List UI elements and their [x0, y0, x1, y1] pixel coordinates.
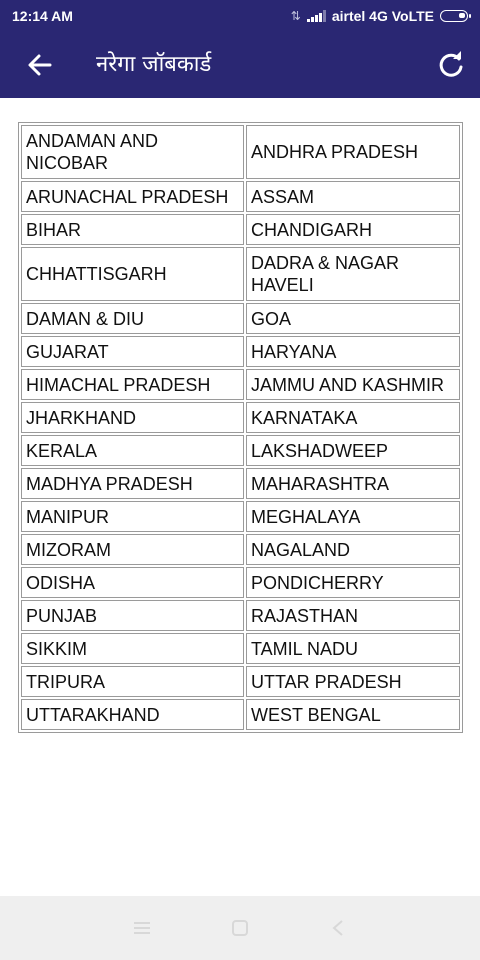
table-row: [21, 435, 460, 466]
state-cell[interactable]: JHARKHAND: [21, 402, 244, 433]
state-cell[interactable]: ASSAM: [246, 181, 460, 212]
state-cell[interactable]: MEGHALAYA: [246, 501, 460, 532]
home-square-icon: [231, 919, 249, 937]
table-row: [21, 181, 460, 212]
state-cell[interactable]: MAHARASHTRA: [246, 468, 460, 499]
table-row: [21, 214, 460, 245]
state-cell[interactable]: RAJASTHAN: [246, 600, 460, 631]
nav-menu-button[interactable]: [128, 914, 156, 942]
table-row: [21, 666, 460, 697]
status-time: 12:14 AM: [12, 8, 73, 24]
state-cell[interactable]: TRIPURA: [21, 666, 244, 697]
data-transfer-icon: ⇅: [290, 9, 301, 23]
state-cell[interactable]: SIKKIM: [21, 633, 244, 664]
state-cell[interactable]: CHANDIGARH: [246, 214, 460, 245]
state-cell[interactable]: ARUNACHAL PRADESH: [21, 181, 244, 212]
table-row: [21, 600, 460, 631]
state-cell[interactable]: KERALA: [21, 435, 244, 466]
state-table: [18, 122, 463, 733]
state-cell[interactable]: UTTARAKHAND: [21, 699, 244, 730]
state-cell[interactable]: MADHYA PRADESH: [21, 468, 244, 499]
table-row: [21, 369, 460, 400]
state-cell[interactable]: CHHATTISGARH: [21, 247, 244, 301]
state-list-container: [18, 122, 463, 733]
menu-icon: [133, 920, 151, 936]
state-cell[interactable]: PUNJAB: [21, 600, 244, 631]
table-row: [21, 633, 460, 664]
table-row: [21, 247, 460, 301]
status-indicators: [291, 8, 468, 24]
back-chevron-icon: [331, 919, 345, 937]
state-cell[interactable]: DADRA & NAGAR HAVELI: [246, 247, 460, 301]
table-row: [21, 125, 460, 179]
state-cell[interactable]: JAMMU AND KASHMIR: [246, 369, 460, 400]
page-title: नरेगा जॉबकार्ड: [96, 52, 212, 77]
carrier-label: airtel 4G VoLTE: [331, 8, 434, 24]
state-cell[interactable]: UTTAR PRADESH: [246, 666, 460, 697]
state-cell[interactable]: TAMIL NADU: [246, 633, 460, 664]
table-row: [21, 534, 460, 565]
refresh-icon: [434, 48, 468, 82]
state-cell[interactable]: LAKSHADWEEP: [246, 435, 460, 466]
state-cell[interactable]: HARYANA: [246, 336, 460, 367]
signal-strength-icon: [307, 10, 326, 22]
battery-icon: [440, 10, 468, 22]
state-cell[interactable]: WEST BENGAL: [246, 699, 460, 730]
state-cell[interactable]: HIMACHAL PRADESH: [21, 369, 244, 400]
table-row: [21, 402, 460, 433]
state-cell[interactable]: ANDHRA PRADESH: [246, 125, 460, 179]
table-row: [21, 468, 460, 499]
system-nav-bar: [0, 896, 480, 960]
nav-back-button[interactable]: [324, 914, 352, 942]
refresh-button[interactable]: [434, 48, 468, 82]
state-cell[interactable]: GUJARAT: [21, 336, 244, 367]
table-row: [21, 303, 460, 334]
state-cell[interactable]: ODISHA: [21, 567, 244, 598]
state-cell[interactable]: MIZORAM: [21, 534, 244, 565]
status-bar: [0, 0, 480, 32]
state-cell[interactable]: NAGALAND: [246, 534, 460, 565]
state-cell[interactable]: ANDAMAN AND NICOBAR: [21, 125, 244, 179]
state-cell[interactable]: PONDICHERRY: [246, 567, 460, 598]
table-row: [21, 501, 460, 532]
table-row: [21, 567, 460, 598]
state-cell[interactable]: DAMAN & DIU: [21, 303, 244, 334]
nav-home-button[interactable]: [226, 914, 254, 942]
app-bar: [0, 32, 480, 98]
state-cell[interactable]: BIHAR: [21, 214, 244, 245]
back-button[interactable]: [22, 47, 58, 83]
state-cell[interactable]: MANIPUR: [21, 501, 244, 532]
table-row: [21, 336, 460, 367]
state-cell[interactable]: KARNATAKA: [246, 402, 460, 433]
state-cell[interactable]: GOA: [246, 303, 460, 334]
table-row: [21, 699, 460, 730]
arrow-left-icon: [22, 47, 58, 83]
